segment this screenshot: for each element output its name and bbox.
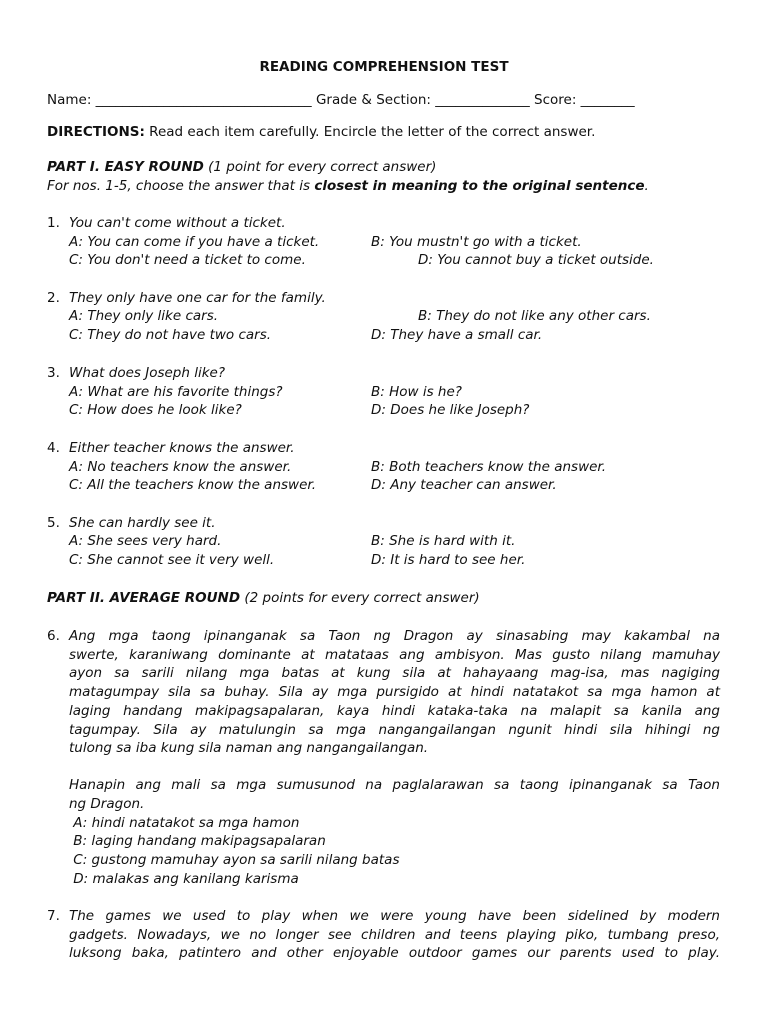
passage-line: tagumpay. Sila ay matulungin sa mga nangangailangan ngunit hindi sila hihingi ng — [69, 721, 720, 738]
question-line: Hanapin ang mali sa mga sumusunod na paglalarawan sa taong ipinanganak sa Taon — [69, 777, 720, 793]
item-question — [69, 776, 720, 813]
item-question: She can hardly see it. — [69, 515, 216, 531]
directions — [47, 123, 595, 141]
option-c[interactable]: C: How does he look like? — [69, 402, 242, 418]
passage-line: luksong baka, patintero and other enjoyable outdoor games our parents used to play. — [69, 945, 720, 962]
instruction-emphasis: closest in meaning to the original sentence — [314, 178, 645, 194]
part2-points: (2 points for every correct answer) — [240, 590, 480, 606]
passage-line: The games we used to play when we were young have been sidelined by modern — [69, 908, 720, 924]
part2-heading — [47, 589, 480, 607]
item-question: What does Joseph like? — [69, 365, 226, 381]
option-a[interactable]: A: No teachers know the answer. — [69, 459, 292, 475]
option-c[interactable]: C: She cannot see it very well. — [69, 552, 275, 568]
option-b[interactable]: B: Both teachers know the answer. — [371, 459, 607, 475]
item-number: 4. — [47, 440, 60, 456]
option-a[interactable]: A: You can come if you have a ticket. — [69, 234, 320, 250]
part1-points: (1 point for every correct answer) — [203, 159, 437, 175]
option-a[interactable]: A: hindi natatakot sa mga hamon — [69, 815, 300, 831]
part2-title: PART II. AVERAGE ROUND — [47, 590, 241, 606]
passage-line: Ang mga taong ipinanganak sa Taon ng Dragon ay sinasabing may kakambal na — [69, 628, 720, 644]
option-d[interactable]: D: Any teacher can answer. — [371, 477, 557, 493]
part1-title: PART I. EASY ROUND — [47, 159, 204, 175]
directions-text: Read each item carefully. Encircle the letter of the correct answer. — [144, 124, 596, 140]
item-number: 5. — [47, 515, 60, 531]
directions-label: DIRECTIONS: — [47, 124, 145, 140]
page-title: READING COMPREHENSION TEST — [259, 59, 509, 75]
option-d[interactable]: D: Does he like Joseph? — [371, 402, 530, 418]
option-c[interactable]: C: You don't need a ticket to come. — [69, 252, 306, 268]
option-c[interactable]: C: All the teachers know the answer. — [69, 477, 316, 493]
option-b[interactable]: B: She is hard with it. — [371, 533, 516, 549]
item-question: They only have one car for the family. — [69, 290, 326, 306]
item-question: Either teacher knows the answer. — [69, 440, 295, 456]
reading-passage — [69, 627, 720, 758]
option-d[interactable]: D: It is hard to see her. — [371, 552, 526, 568]
item-question: You can't come without a ticket. — [69, 215, 286, 231]
item-number: 2. — [47, 290, 60, 306]
passage-line: ayon sa sarili nilang mga batas at kung sila at hahayaang mag-isa, mas nagiging — [69, 665, 720, 682]
option-d[interactable]: D: malakas ang kanilang karisma — [69, 871, 299, 887]
passage-line: gadgets. Nowadays, we no longer see children and teens playing piko, tumbang preso, — [69, 926, 720, 943]
part1-heading — [47, 158, 436, 176]
option-b[interactable]: B: They do not like any other cars. — [418, 308, 651, 324]
option-d[interactable]: D: You cannot buy a ticket outside. — [418, 252, 654, 268]
option-a[interactable]: A: She sees very hard. — [69, 533, 222, 549]
item-number: 1. — [47, 215, 60, 231]
reading-passage — [69, 907, 720, 963]
option-b[interactable]: B: laging handang makipagsapalaran — [69, 833, 326, 849]
item-number: 6. — [47, 628, 60, 644]
option-a[interactable]: A: What are his favorite things? — [69, 384, 283, 400]
option-c[interactable]: C: gustong mamuhay ayon sa sarili nilang batas — [69, 852, 400, 868]
option-a[interactable]: A: They only like cars. — [69, 308, 219, 324]
item-number: 3. — [47, 365, 60, 381]
question-line: ng Dragon. — [69, 795, 145, 812]
passage-line: laging handang makipagsapalaran, kaya hindi kataka-taka na malapit sa kanila ang — [69, 702, 720, 719]
option-b[interactable]: B: How is he? — [371, 384, 462, 400]
part1-instruction — [47, 177, 649, 195]
option-b[interactable]: B: You mustn't go with a ticket. — [371, 234, 582, 250]
passage-line: tulong sa iba kung sila naman ang nangangailangan. — [69, 740, 429, 757]
item-number: 7. — [47, 908, 60, 924]
passage-line: swerte, karaniwang dominante at matataas ang ambisyon. Mas gusto nilang mamuhay — [69, 646, 720, 663]
instruction-period: . — [644, 178, 649, 194]
option-d[interactable]: D: They have a small car. — [371, 327, 543, 343]
option-c[interactable]: C: They do not have two cars. — [69, 327, 272, 343]
student-info-line: Name: ________________________________ Grade & Section: ______________ Score: ________ — [47, 92, 635, 108]
instruction-text: For nos. 1-5, choose the answer that is — [47, 178, 315, 194]
passage-line: matagumpay sila sa buhay. Sila ay mga pursigido at hindi natatakot sa mga hamon at — [69, 684, 720, 701]
